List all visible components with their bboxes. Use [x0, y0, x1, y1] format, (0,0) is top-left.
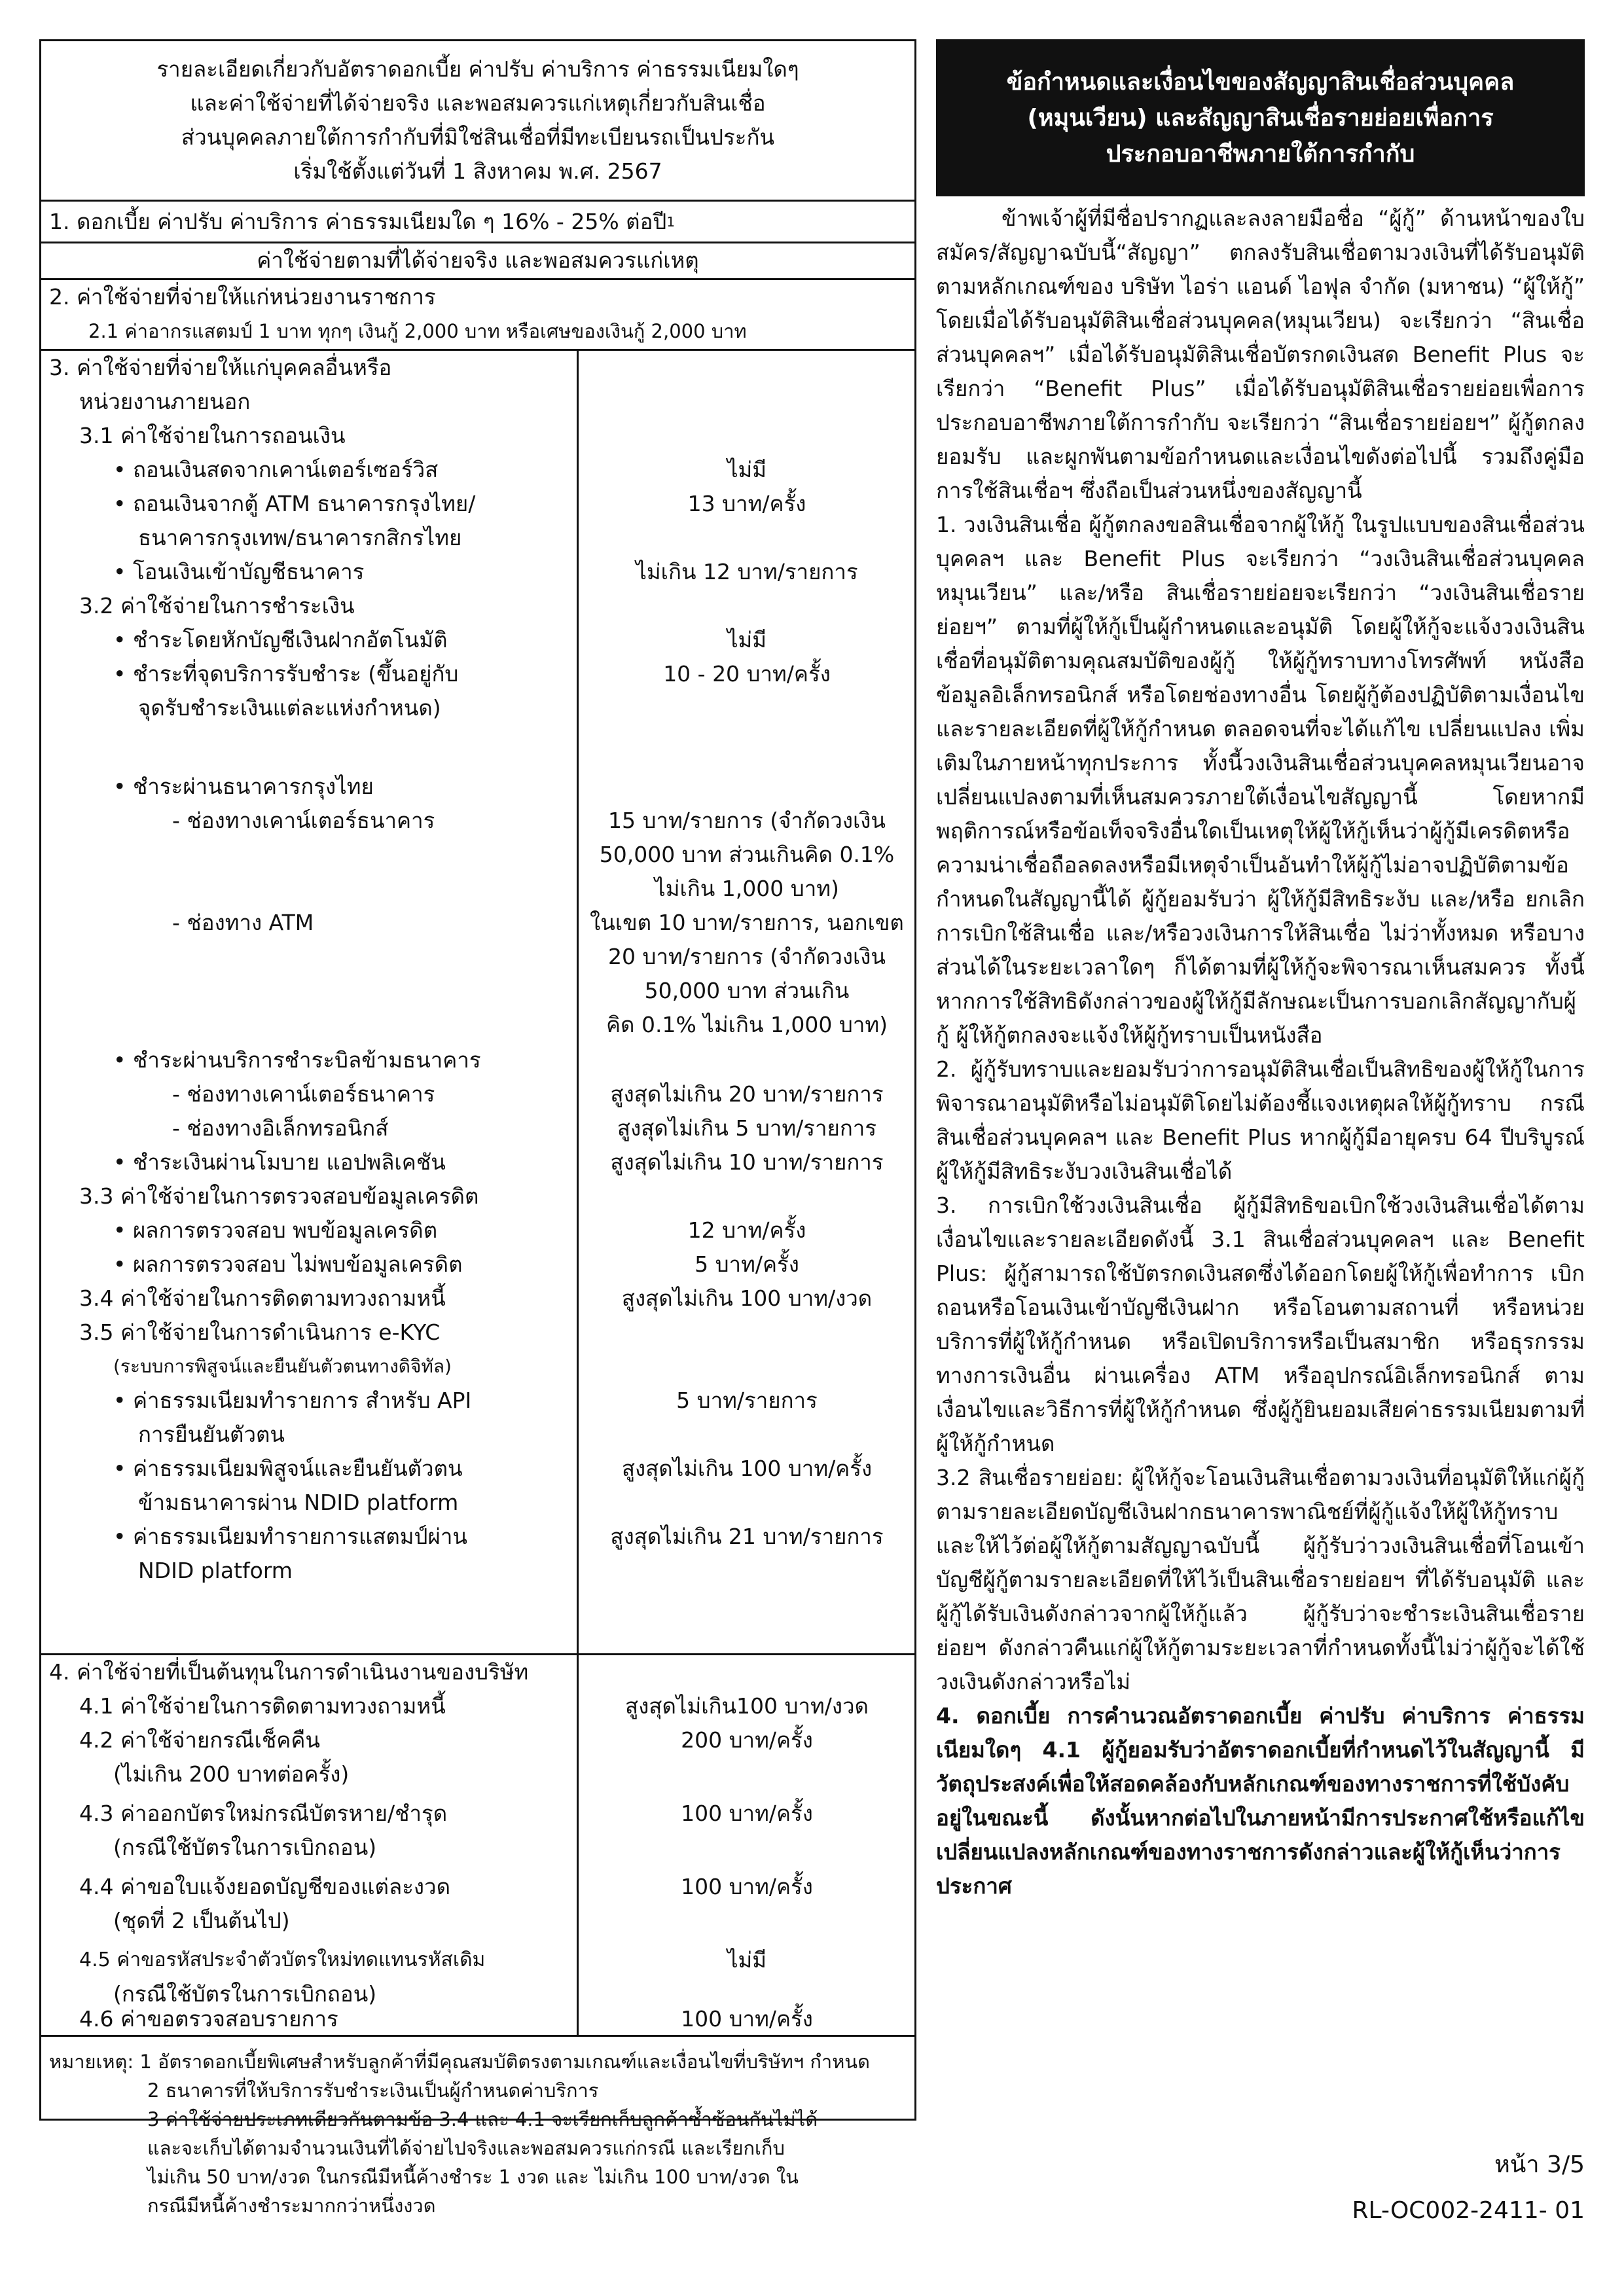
- sec3-line: • ชำระเงินผ่านโมบาย แอปพลิเคชัน: [113, 1149, 446, 1175]
- terms-title-line: ข้อกำหนดและเงื่อนไขของสัญญาสินเชื่อส่วนบุคคล: [1006, 68, 1515, 96]
- sec3-line: ข้ามธนาคารผ่าน NDID platform: [138, 1490, 459, 1515]
- sec3-line: - ช่องทางอิเล็กทรอนิกส์: [172, 1115, 389, 1141]
- sec3-line: • ถอนเงินจากตู้ ATM ธนาคารกรุงไทย/: [113, 491, 476, 516]
- sec4-line: (กรณีใช้บัตรในการเบิกถอน): [113, 1835, 377, 1860]
- sec3-line: - ช่องทาง ATM: [172, 910, 314, 935]
- fee-table-title-line: รายละเอียดเกี่ยวกับอัตราดอกเบี้ย ค่าปรับ ค่าบริการ ค่าธรรมเนียมใดๆ: [156, 56, 799, 82]
- fee-table-title-line: เริ่มใช้ตั้งแต่วันที่ 1 สิงหาคม พ.ศ. 2567: [293, 158, 662, 184]
- gov-expense-title: 2. ค่าใช้จ่ายที่จ่ายให้แก่หน่วยงานราชการ: [49, 284, 436, 310]
- footnote: 2 ธนาคารที่ให้บริการรับชำระเงินเป็นผู้กำหนดค่าบริการ: [147, 2079, 599, 2102]
- sec3-value: 5 บาท/ครั้ง: [695, 1251, 799, 1277]
- terms-paragraph: 1. วงเงินสินเชื่อ ผู้กู้ตกลงขอสินเชื่อจากผู้ให้กู้ ในรูปแบบของสินเชื่อส่วนบุคคลฯ และ Benefit Plus จะเรียกว่า “วงเงินสินเชื่อส่วนบุคคลหมุนเวียน” และ/หรือ สินเชื่อรายย่อยจะเรียกว่า “วงเงินสินเชื่อรายย่อยฯ” ตามที่ผู้ให้กู้เป็นผู้กำหนดและอนุมัติ โดยผู้ให้กู้จะแจ้งวงเงินสินเชื่อที่อนุมัติตามคุณสมบัติของผู้กู้ ให้ผู้กู้ทราบทางโทรศัพท์ หนังสือ ข้อมูลอิเล็กทรอนิกส์ หรือโดยช่องทางอื่น โดยผู้กู้ต้องปฏิบัติตามเงื่อนไข และรายละเอียดที่ผู้ให้กู้กำหนด ตลอดจนที่จะได้แก้ไข เปลี่ยนแปลง เพิ่มเติมในภายหน้าทุกประการ ทั้งนี้วงเงินสินเชื่อส่วนบุคคลหมุนเวียนอาจเปลี่ยนแปลงตามที่เห็นสมควรภายใต้เงื่อนไขสัญญานี้ โดยหากมีพฤติการณ์หรือข้อเท็จจริงอื่นใดเป็นเหตุให้ผู้ให้กู้เห็นว่าผู้กู้มีเครดิตหรือความน่าเชื่อถือลดลงหรือมีเหตุจำเป็นอันทำให้ผู้กู้ไม่อาจปฏิบัติตามข้อกำหนดในสัญญานี้ได้ ผู้กู้ยอมรับว่า ผู้ให้กู้มีสิทธิระงับ และ/หรือ ยกเลิกการเบิกใช้สินเชื่อ และ/หรือวงเงินการให้สินเชื่อ ไม่ว่าทั้งหมด หรือบางส่วนได้ในระยะเวลาใดๆ ก็ได้ตามที่ผู้ให้กู้จะพิจารณาเห็นสมควร ทั้งนี้ หากการใช้สิทธิดังกล่าวของผู้ให้กู้มีลักษณะเป็นการบอกเลิกสัญญากับผู้กู้ ผู้ให้กู้ตกลงจะแจ้งให้ผู้กู้ทราบเป็นหนังสือ: [936, 512, 1585, 1048]
- terms-column: [936, 39, 1585, 1903]
- sec4-line: 4.3 ค่าออกบัตรใหม่กรณีบัตรหาย/ชำรุด: [79, 1801, 448, 1826]
- sec3-line: • ค่าธรรมเนียมทำรายการ สำหรับ API: [113, 1388, 472, 1413]
- sec3-value: สูงสุดไม่เกิน 100 บาท/ครั้ง: [621, 1456, 873, 1481]
- interest-row: [41, 202, 914, 243]
- terms-paragraph: ข้าพเจ้าผู้ที่มีชื่อปรากฏและลงลายมือชื่อ “ผู้กู้” ด้านหน้าของใบสมัคร/สัญญาฉบับนี้“สัญญา” ตกลงรับสินเชื่อตามวงเงินที่ได้รับอนุมัติตามหลักเกณฑ์ของ บริษัท ไอร่า แอนด์ ไอฟุล จำกัด (มหาชน) “ผู้ให้กู้” โดยเมื่อได้รับอนุมัติสินเชื่อส่วนบุคคล(หมุนเวียน) จะเรียกว่า “สินเชื่อส่วนบุคคลฯ” เมื่อได้รับอนุมัติสินเชื่อบัตรกดเงินสด Benefit Plus จะเรียกว่า “Benefit Plus” เมื่อได้รับอนุมัติสินเชื่อรายย่อยเพื่อการประกอบอาชีพภายใต้การกำกับ จะเรียกว่า “สินเชื่อรายย่อยฯ” ผู้กู้ตกลงยอมรับ และผูกพันตามข้อกำหนดและเงื่อนไขดังต่อไปนี้ รวมถึงคู่มือการใช้สินเชื่อฯ ซึ่งถือเป็นส่วนหนึ่งของสัญญานี้: [936, 206, 1585, 503]
- sec3-line: จุดรับชำระเงินแต่ละแห่งกำหนด): [138, 695, 441, 721]
- sec4-line: 4.2 ค่าใช้จ่ายกรณีเช็คคืน: [79, 1727, 320, 1753]
- sec3-line: NDID platform: [138, 1558, 293, 1583]
- footnote: ไม่เกิน 50 บาท/งวด ในกรณีมีหนี้ค้างชำระ 1 งวด และ ไม่เกิน 100 บาท/งวด ใน: [147, 2166, 799, 2188]
- sec3-line: • ผลการตรวจสอบ ไม่พบข้อมูลเครดิต: [113, 1251, 463, 1277]
- terms-body: [936, 196, 1585, 1903]
- sec3-value: 50,000 บาท ส่วนเกินคิด 0.1%: [599, 842, 895, 867]
- fee-table-title-line: และค่าใช้จ่ายที่ได้จ่ายจริง และพอสมควรแก่เหตุเกี่ยวกับสินเชื่อ: [190, 90, 766, 116]
- third-party-expense-section: [41, 351, 914, 1655]
- sec3-value: สูงสุดไม่เกิน 10 บาท/รายการ: [610, 1149, 884, 1175]
- sec3-value: ไม่มี: [727, 627, 767, 653]
- footnote: กรณีมีหนี้ค้างชำระมากกว่าหนึ่งงวด: [147, 2195, 436, 2217]
- sec3-value: สูงสุดไม่เกิน 21 บาท/รายการ: [610, 1524, 884, 1549]
- sec3-value: 20 บาท/รายการ (จำกัดวงเงิน: [608, 944, 886, 969]
- sec3-line: • ชำระที่จุดบริการรับชำระ (ขึ้นอยู่กับ: [113, 661, 459, 687]
- company-cost-section: [41, 1655, 914, 2037]
- footnote-ref: 1: [666, 213, 676, 230]
- column-divider: [577, 1655, 579, 2035]
- interest-rate-text: 1. ดอกเบี้ย ค่าปรับ ค่าบริการ ค่าธรรมเนียมใด ๆ 16% - 25% ต่อปี: [49, 208, 667, 234]
- sec4-line: 4. ค่าใช้จ่ายที่เป็นต้นทุนในการดำเนินงานของบริษัท: [49, 1659, 529, 1685]
- sec4-value: ไม่มี: [727, 1947, 767, 1973]
- terms-paragraph: 3. การเบิกใช้วงเงินสินเชื่อ ผู้กู้มีสิทธิขอเบิกใช้วงเงินสินเชื่อได้ตามเงื่อนไขและรายละเอียดดังนี้ 3.1 สินเชื่อส่วนบุคคลฯ และ Benefit Plus: ผู้กู้สามารถใช้บัตรกดเงินสดซึ่งได้ออกโดยผู้ให้กู้เพื่อทำการ เบิก ถอนหรือโอนเงินเข้าบัญชีเงินฝาก หรือโอนตามสถานที่ หรือหน่วยบริการที่ผู้ให้กู้กำหนด หรือเปิดบริการหรือเป็นสมาชิก หรือธุรกรรมทางการเงินอื่น ผ่านเครื่อง ATM หรืออุปกรณ์อิเล็กทรอนิกส์ ตามเงื่อนไขและวิธีการที่ผู้ให้กู้กำหนด ซึ่งผู้กู้ยินยอมเสียค่าธรรมเนียมตามที่ผู้ให้กู้กำหนด: [936, 1193, 1585, 1456]
- terms-title-line: ประกอบอาชีพภายใต้การกำกับ: [1106, 140, 1415, 168]
- sec3-line: • โอนเงินเข้าบัญชีธนาคาร: [113, 559, 365, 584]
- sec3-line: 3.5 ค่าใช้จ่ายในการดำเนินการ e-KYC: [79, 1319, 441, 1345]
- sec3-value: 10 - 20 บาท/ครั้ง: [663, 661, 831, 687]
- footnote: และจะเก็บได้ตามจำนวนเงินที่ได้จ่ายไปจริงและพอสมควรแก่กรณี และเรียกเก็บ: [147, 2137, 785, 2159]
- sec4-value: 100 บาท/ครั้ง: [681, 1874, 813, 1899]
- sec4-line: (ไม่เกิน 200 บาทต่อครั้ง): [113, 1761, 350, 1787]
- sec3-value: ไม่เกิน 1,000 บาท): [655, 876, 839, 901]
- sec3-value: สูงสุดไม่เกิน 100 บาท/งวด: [621, 1285, 873, 1311]
- sec4-line: (ชุดที่ 2 เป็นต้นไป): [113, 1908, 290, 1933]
- actual-expense-row: ค่าใช้จ่ายตามที่ได้จ่ายจริง และพอสมควรแก่เหตุ: [41, 243, 914, 280]
- sec4-line: 4.5 ค่าขอรหัสประจำตัวบัตรใหม่ทดแทนรหัสเดิม: [79, 1948, 486, 1971]
- sec3-line: • ผลการตรวจสอบ พบข้อมูลเครดิต: [113, 1217, 438, 1243]
- sec3-line: 3.4 ค่าใช้จ่ายในการติดตามทวงถามหนี้: [79, 1285, 446, 1311]
- sec3-line: - ช่องทางเคาน์เตอร์ธนาคาร: [172, 808, 435, 833]
- sec3-value: 12 บาท/ครั้ง: [687, 1217, 806, 1243]
- sec3-line: • ค่าธรรมเนียมทำรายการแสตมป์ผ่าน: [113, 1524, 467, 1549]
- sec3-value: 15 บาท/รายการ (จำกัดวงเงิน: [608, 808, 886, 833]
- sec3-value: สูงสุดไม่เกิน 5 บาท/รายการ: [617, 1115, 877, 1141]
- footnote: 3 ค่าใช้จ่ายประเภทเดียวกันตามข้อ 3.4 และ 4.1 จะเรียกเก็บลูกค้าซ้ำซ้อนกันไม่ได้: [147, 2108, 818, 2130]
- sec3-value: 13 บาท/ครั้ง: [687, 491, 806, 516]
- sec3-line: ธนาคารกรุงเทพ/ธนาคารกสิกรไทย: [138, 525, 462, 550]
- sec3-line: 3. ค่าใช้จ่ายที่จ่ายให้แก่บุคคลอื่นหรือ: [49, 355, 392, 380]
- column-divider: [577, 351, 579, 1653]
- stamp-duty-text: 2.1 ค่าอากรแสตมป์ 1 บาท ทุกๆ เงินกู้ 2,000 บาท หรือเศษของเงินกู้ 2,000 บาท: [88, 320, 747, 342]
- terms-paragraph: 4. ดอกเบี้ย การคำนวณอัตราดอกเบี้ย ค่าปรับ ค่าบริการ ค่าธรรมเนียมใดๆ 4.1 ผู้กู้ยอมรับว่าอัตราดอกเบี้ยที่กำหนดไว้ในสัญญานี้ มีวัตถุประสงค์เพื่อให้สอดคล้องกับหลักเกณฑ์ของทางราชการที่ใช้บังคับอยู่ในขณะนี้ ดังนั้นหากต่อไปในภายหน้ามีการประกาศใช้หรือแก้ไขเปลี่ยนแปลงหลักเกณฑ์ของทางราชการดังกล่าวและผู้ให้กู้เห็นว่าการประกาศ: [936, 1703, 1585, 1899]
- sec3-line: • ค่าธรรมเนียมพิสูจน์และยืนยันตัวตน: [113, 1456, 463, 1481]
- sec4-value: 100 บาท/ครั้ง: [681, 1801, 813, 1826]
- sec4-value: สูงสุดไม่เกิน100 บาท/งวด: [625, 1693, 869, 1719]
- sec3-value: 5 บาท/รายการ: [676, 1388, 818, 1413]
- sec3-value: 50,000 บาท ส่วนเกิน: [644, 978, 850, 1003]
- sec3-line: • ถอนเงินสดจากเคาน์เตอร์เซอร์วิส: [113, 457, 439, 482]
- terms-header: [936, 39, 1585, 196]
- sec4-line: (กรณีใช้บัตรในการเบิกถอน): [113, 1981, 377, 2007]
- sec4-value: 100 บาท/ครั้ง: [681, 2006, 813, 2032]
- sec4-value: 200 บาท/ครั้ง: [681, 1727, 813, 1753]
- sec3-line: (ระบบการพิสูจน์และยืนยันตัวตนทางดิจิทัล): [113, 1355, 452, 1377]
- sec3-value: ในเขต 10 บาท/รายการ, นอกเขต: [590, 910, 904, 935]
- page-number: หน้า 3/5: [1494, 2151, 1585, 2178]
- document-page: [39, 39, 1585, 2257]
- sec4-line: 4.1 ค่าใช้จ่ายในการติดตามทวงถามหนี้: [79, 1693, 446, 1719]
- sec4-line: 4.6 ค่าขอตรวจสอบรายการ: [79, 2006, 338, 2032]
- fee-table-header: [41, 41, 914, 202]
- fee-table-title-line: ส่วนบุคคลภายใต้การกำกับที่มิใช่สินเชื่อที่มีทะเบียนรถเป็นประกัน: [181, 124, 775, 150]
- sec3-value: สูงสุดไม่เกิน 20 บาท/รายการ: [610, 1081, 884, 1107]
- sec3-line: - ช่องทางเคาน์เตอร์ธนาคาร: [172, 1081, 435, 1107]
- sec3-value: คิด 0.1% ไม่เกิน 1,000 บาท): [605, 1012, 888, 1037]
- sec3-line: • ชำระผ่านธนาคารกรุงไทย: [113, 774, 374, 799]
- footnote: หมายเหตุ: 1 อัตราดอกเบี้ยพิเศษสำหรับลูกค้าที่มีคุณสมบัติตรงตามเกณฑ์และเงื่อนไขที่บริษัทฯ กำหนด: [49, 2051, 870, 2073]
- fee-table: [39, 39, 916, 2217]
- sec4-line: 4.4 ค่าขอใบแจ้งยอดบัญชีของแต่ละงวด: [79, 1874, 450, 1899]
- sec3-value: ไม่เกิน 12 บาท/รายการ: [636, 559, 858, 584]
- footnotes: [41, 2037, 914, 2231]
- sec3-line: การยืนยันตัวตน: [138, 1422, 285, 1447]
- sec3-line: • ชำระผ่านบริการชำระบิลข้ามธนาคาร: [113, 1047, 481, 1073]
- sec3-value: ไม่มี: [727, 457, 767, 482]
- terms-title-line: (หมุนเวียน) และสัญญาสินเชื่อรายย่อยเพื่อการ: [1027, 104, 1494, 132]
- terms-paragraph: 2. ผู้กู้รับทราบและยอมรับว่าการอนุมัติสินเชื่อเป็นสิทธิของผู้ให้กู้ในการพิจารณาอนุมัติหรือไม่อนุมัติโดยไม่ต้องชี้แจงเหตุผลให้ผู้กู้ทราบ กรณีสินเชื่อส่วนบุคคลฯ และ Benefit Plus หากผู้กู้มีอายุครบ 64 ปีบริบูรณ์ ผู้ให้กู้มีสิทธิระงับวงเงินสินเชื่อได้: [936, 1056, 1585, 1184]
- document-code: RL-OC002-2411- 01: [1352, 2197, 1585, 2224]
- gov-expense-row: [41, 280, 914, 351]
- sec3-line: 3.2 ค่าใช้จ่ายในการชำระเงิน: [79, 593, 355, 619]
- sec3-line: • ชำระโดยหักบัญชีเงินฝากอัตโนมัติ: [113, 627, 448, 653]
- terms-paragraph: 3.2 สินเชื่อรายย่อย: ผู้ให้กู้จะโอนเงินสินเชื่อตามวงเงินที่อนุมัติให้แก่ผู้กู้ตามรายละเอียดบัญชีเงินฝากธนาคารพาณิชย์ที่ผู้กู้แจ้งให้ผู้ให้กู้ทราบ และให้ไว้ต่อผู้ให้กู้ตามสัญญาฉบับนี้ ผู้กู้รับว่าวงเงินสินเชื่อที่โอนเข้าบัญชีผู้กู้ตามรายละเอียดที่ให้ไว้เป็นสินเชื่อรายย่อยฯ ที่ได้รับอนุมัติ และผู้กู้ได้รับเงินดังกล่าวจากผู้ให้กู้แล้ว ผู้กู้รับว่าจะชำระเงินสินเชื่อรายย่อยฯ ดังกล่าวคืนแก่ผู้ให้กู้ตามระยะเวลาที่กำหนดทั้งนี้ไม่ว่าผู้กู้จะได้ใช้วงเงินดังกล่าวหรือไม่: [936, 1465, 1585, 1695]
- sec3-line: 3.3 ค่าใช้จ่ายในการตรวจสอบข้อมูลเครดิต: [79, 1183, 479, 1209]
- sec3-line: 3.1 ค่าใช้จ่ายในการถอนเงิน: [79, 423, 346, 448]
- sec3-line: หน่วยงานภายนอก: [79, 389, 251, 414]
